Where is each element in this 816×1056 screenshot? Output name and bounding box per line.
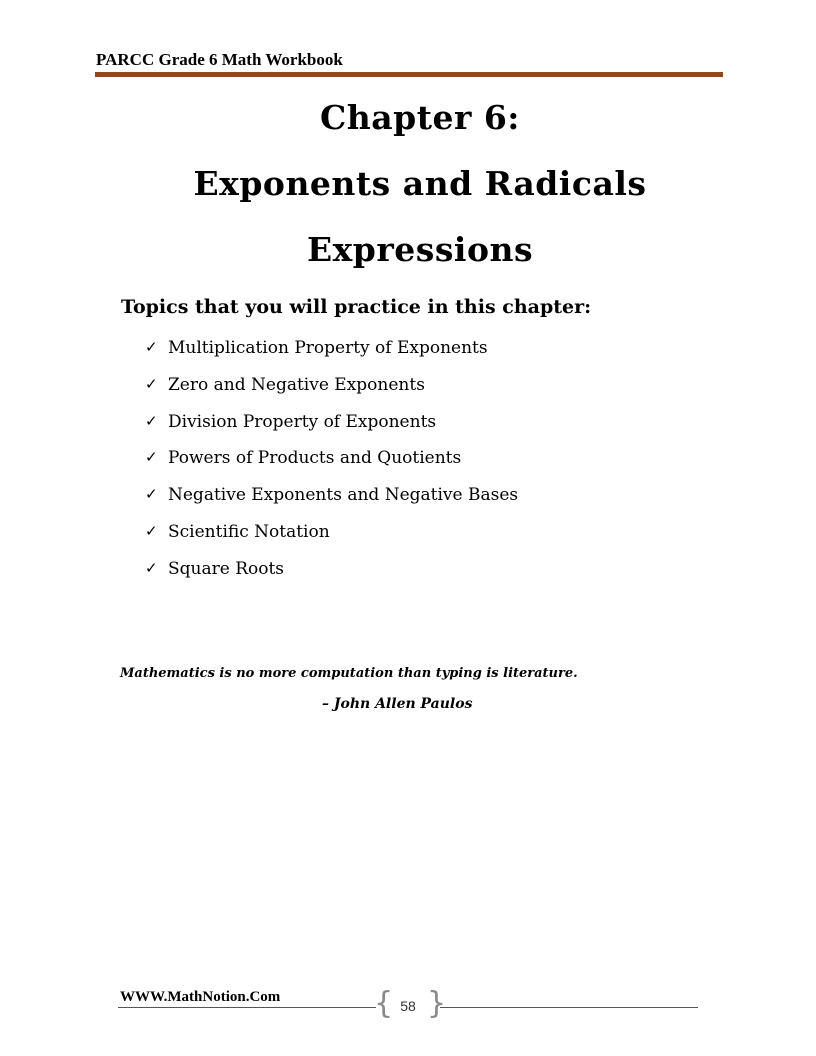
- right-brace-icon: }: [427, 986, 447, 1021]
- list-item: [145, 412, 518, 449]
- footer-divider-right: [440, 1007, 698, 1008]
- check-icon: ✓: [145, 374, 158, 393]
- topic-label: Zero and Negative Exponents: [168, 374, 425, 395]
- footer-divider-left: [118, 1007, 376, 1008]
- topics-heading: Topics that you will practice in this chapter:: [121, 296, 592, 318]
- topics-list: [145, 338, 518, 596]
- list-item: [145, 375, 518, 412]
- check-icon: ✓: [145, 448, 158, 467]
- header-title: PARCC Grade 6 Math Workbook: [96, 50, 343, 69]
- chapter-title-line-1: Exponents and Radicals: [193, 164, 647, 203]
- chapter-title-line-2: Expressions: [306, 230, 534, 269]
- topic-label: Scientific Notation: [168, 521, 330, 542]
- list-item: [145, 485, 518, 522]
- list-item: [145, 522, 518, 559]
- topic-label: Negative Exponents and Negative Bases: [168, 485, 519, 506]
- footer-website: WWW.MathNotion.Com: [120, 989, 281, 1005]
- topic-label: Division Property of Exponents: [168, 411, 437, 432]
- topic-label: Multiplication Property of Exponents: [168, 338, 488, 358]
- check-icon: ✓: [145, 338, 158, 356]
- left-brace-icon: {: [374, 986, 394, 1021]
- list-item: [145, 559, 518, 596]
- check-icon: ✓: [145, 485, 158, 504]
- topic-label: Powers of Products and Quotients: [168, 448, 462, 469]
- list-item: [145, 338, 518, 375]
- quote-text: Mathematics is no more computation than typing is literature.: [120, 666, 578, 681]
- check-icon: ✓: [145, 521, 158, 540]
- chapter-number: Chapter 6:: [320, 98, 520, 137]
- list-item: [145, 448, 518, 485]
- header-divider: [95, 72, 723, 77]
- quote-author: – John Allen Paulos: [322, 696, 473, 712]
- topic-label: Square Roots: [168, 558, 285, 579]
- check-icon: ✓: [145, 558, 158, 577]
- check-icon: ✓: [145, 411, 158, 430]
- page-number: 58: [400, 998, 416, 1014]
